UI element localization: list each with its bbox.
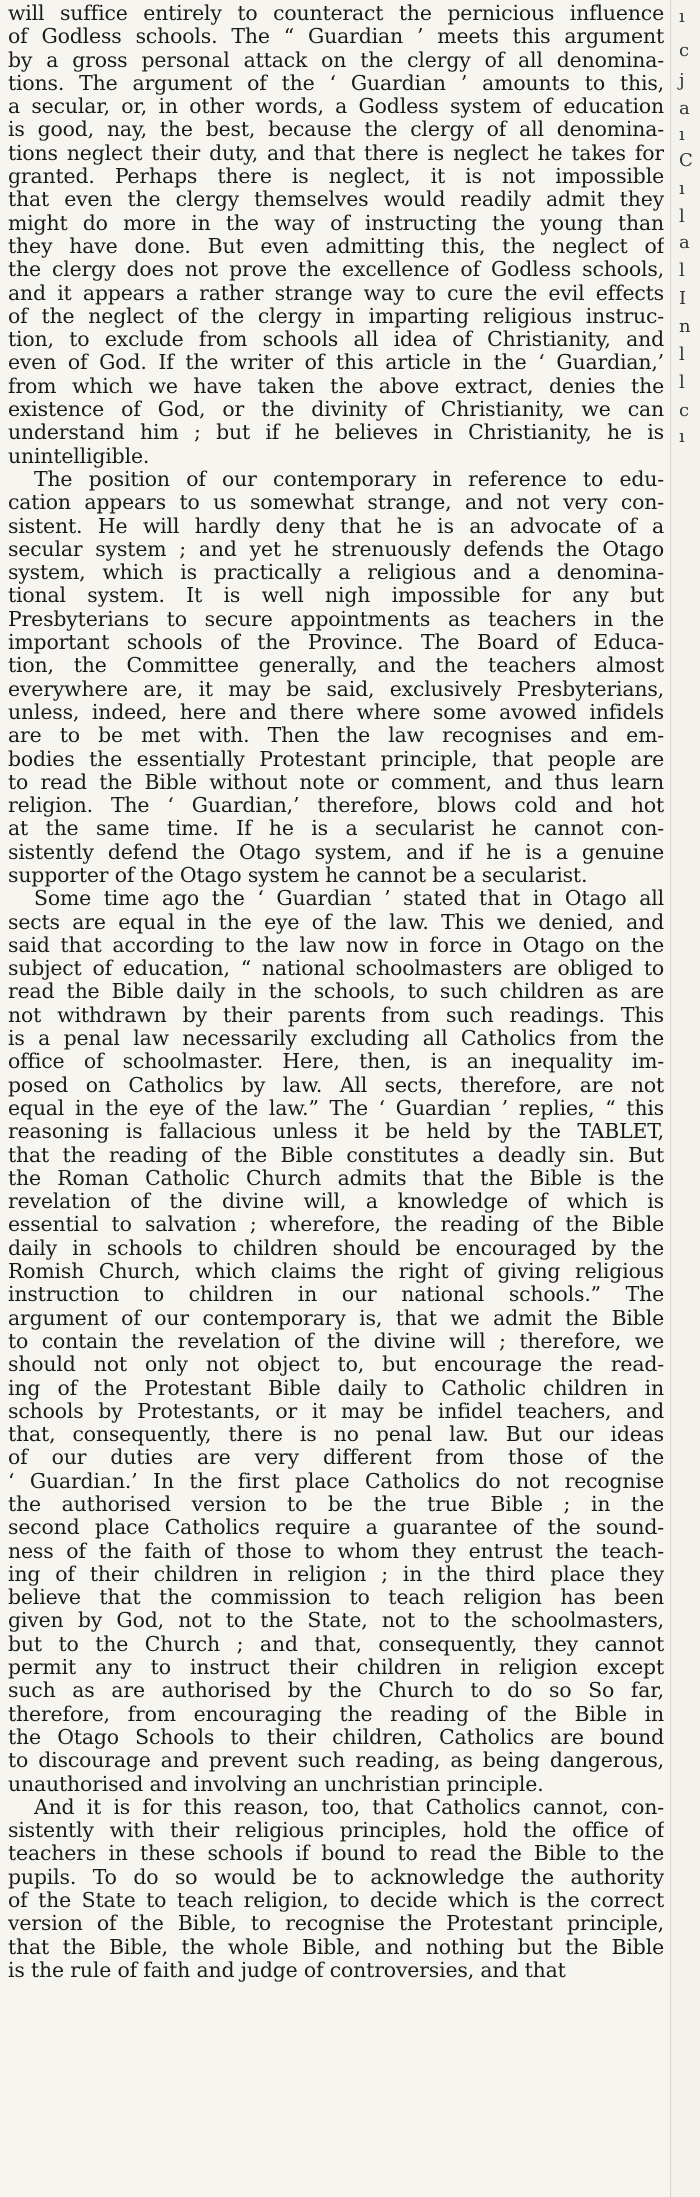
text-line: tions neglect their duty, and that there is neglect he takes for	[8, 141, 664, 165]
text-line: of the State to teach religion, to decide which is the correct	[8, 1889, 664, 1913]
text-line: sistently defend the Otago system, and if he is a genuine	[8, 840, 664, 864]
text-line: daily in schools to children should be encouraged by the	[8, 1236, 664, 1260]
text-line: ‘ Guardian.’ In the first place Catholics do not recognise	[8, 1469, 664, 1493]
text-line: tional system. It is well nigh impossible for any but	[8, 584, 664, 608]
text-line: read the Bible daily in the schools, to such children as are	[8, 980, 664, 1004]
text-line: cation appears to us somewhat strange, and not very con-	[8, 491, 664, 515]
text-line: understand him ; but if he believes in Christianity, he is	[8, 421, 664, 445]
article-paragraph	[8, 887, 664, 1796]
edge-glyph: c	[679, 40, 690, 61]
edge-glyph: I	[679, 288, 687, 309]
text-line: Romish Church, which claims the right of giving religious	[8, 1260, 664, 1284]
text-line: Presbyterians to secure appointments as teachers in the	[8, 607, 664, 631]
text-line: to read the Bible without note or comment, and thus learn	[8, 770, 664, 794]
text-line: second place Catholics require a guarantee of the sound-	[8, 1516, 664, 1540]
adjacent-column-edge	[670, 0, 700, 2197]
text-line: version of the Bible, to recognise the Protestant principle,	[8, 1912, 664, 1936]
text-line: the Otago Schools to their children, Catholics are bound	[8, 1725, 664, 1749]
text-line: And it is for this reason, too, that Catholics cannot, con-	[34, 1795, 664, 1819]
edge-glyph: a	[679, 98, 690, 119]
text-line: tion, to exclude from schools all idea of Christianity, and	[8, 328, 664, 352]
text-line: not withdrawn by their parents from such readings. This	[8, 1003, 664, 1027]
text-line: argument of our contemporary is, that we admit the Bible	[8, 1306, 664, 1330]
edge-glyph: ı	[679, 6, 685, 27]
text-line: from which we have taken the above extract, denies the	[8, 374, 664, 398]
text-line: ing of the Protestant Bible daily to Catholic children in	[8, 1376, 664, 1400]
edge-glyph: l	[679, 344, 685, 365]
text-line: pupils. To do so would be to acknowledge the authority	[8, 1865, 664, 1889]
edge-glyph: l	[679, 372, 685, 393]
text-line: subject of education, “ national schoolmasters are obliged to	[8, 957, 664, 981]
text-line: Some time ago the ‘ Guardian ’ stated that in Otago all	[34, 887, 664, 911]
text-line: that even the clergy themselves would readily admit they	[8, 188, 664, 212]
text-line: even of God. If the writer of this article in the ‘ Guardian,’	[8, 351, 664, 375]
text-line: a secular, or, in other words, a Godless system of education	[8, 95, 664, 119]
edge-glyph: n	[679, 316, 691, 337]
text-line: instruction to children in our national schools.” The	[8, 1283, 664, 1307]
text-line: is a penal law necessarily excluding all Catholics from the	[8, 1027, 664, 1051]
edge-glyph: ı	[679, 426, 685, 447]
text-line: religion. The ‘ Guardian,’ therefore, blows cold and hot	[8, 794, 664, 818]
text-line: might do more in the way of instructing the young than	[8, 211, 664, 235]
edge-glyph: l	[679, 206, 685, 227]
text-line: ing of their children in religion ; in the third place they	[8, 1562, 664, 1586]
text-line: office of schoolmaster. Here, then, is an inequality im-	[8, 1050, 664, 1074]
text-line: of the neglect of the clergy in imparting religious instruc-	[8, 304, 664, 328]
text-line: permit any to instruct their children in religion except	[8, 1656, 664, 1680]
text-line: schools by Protestants, or it may be infidel teachers, and	[8, 1399, 664, 1423]
article-column	[8, 2, 664, 1982]
text-line: to contain the revelation of the divine will ; therefore, we	[8, 1329, 664, 1353]
edge-glyph: j	[679, 70, 685, 91]
text-line: to discourage and prevent such reading, as being dangerous,	[8, 1749, 664, 1773]
text-line: will suffice entirely to counteract the pernicious influence	[8, 2, 664, 25]
text-line: said that according to the law now in force in Otago on the	[8, 933, 664, 957]
text-line: that, consequently, there is no penal law. But our ideas	[8, 1423, 664, 1447]
edge-glyph: ı	[679, 178, 685, 199]
text-line: posed on Catholics by law. All sects, therefore, are not	[8, 1073, 664, 1097]
text-line: teachers in these schools if bound to read the Bible to the	[8, 1842, 664, 1866]
text-line: that the reading of the Bible constitutes a deadly sin. But	[8, 1143, 664, 1167]
text-line: everywhere are, it may be said, exclusively Presbyterians,	[8, 677, 664, 701]
text-line: reasoning is fallacious unless it be held by the TABLET,	[8, 1120, 664, 1144]
text-line: therefore, from encouraging the reading of the Bible in	[8, 1702, 664, 1726]
text-line: they have done. But even admitting this, the neglect of	[8, 234, 664, 258]
text-line: sects are equal in the eye of the law. This we denied, and	[8, 910, 664, 934]
text-line: existence of God, or the divinity of Christianity, we can	[8, 398, 664, 422]
edge-glyph: ı	[679, 124, 685, 145]
text-line: is good, nay, the best, because the clergy of all denomina-	[8, 118, 664, 142]
text-line: should not only not object to, but encourage the read-	[8, 1353, 664, 1377]
text-line: bodies the essentially Protestant principle, that people are	[8, 747, 664, 771]
text-line: such as are authorised by the Church to do so So far,	[8, 1679, 664, 1703]
text-line: revelation of the divine will, a knowledge of which is	[8, 1190, 664, 1214]
edge-glyph: C	[679, 150, 693, 171]
text-line: granted. Perhaps there is neglect, it is not impossible	[8, 165, 664, 189]
text-line: of Godless schools. The “ Guardian ’ meets this argument	[8, 25, 664, 49]
text-line: are to be met with. Then the law recognises and em-	[8, 724, 664, 748]
article-paragraph	[8, 1796, 664, 1982]
text-line: but to the Church ; and that, consequently, they cannot	[8, 1632, 664, 1656]
edge-glyph: a	[679, 232, 690, 253]
text-line: sistently with their religious principles, hold the office of	[8, 1819, 664, 1843]
text-line: at the same time. If he is a secularist he cannot con-	[8, 817, 664, 841]
text-line: equal in the eye of the law.” The ‘ Guardian ’ replies, “ this	[8, 1096, 664, 1120]
text-line: The position of our contemporary in reference to edu-	[34, 467, 664, 491]
text-line: important schools of the Province. The Board of Educa-	[8, 631, 664, 655]
edge-glyph: l	[679, 260, 685, 281]
text-line: unless, indeed, here and there where some avowed infidels	[8, 700, 664, 724]
text-line: given by God, not to the State, not to the schoolmasters,	[8, 1609, 664, 1633]
text-line: tion, the Committee generally, and the teachers almost	[8, 654, 664, 678]
text-line: tions. The argument of the ‘ Guardian ’ amounts to this,	[8, 71, 664, 95]
article-paragraph	[8, 2, 664, 468]
text-line: that the Bible, the whole Bible, and nothing but the Bible	[8, 1935, 664, 1959]
text-line: unintelligible.	[8, 444, 150, 468]
text-line: sistent. He will hardly deny that he is an advocate of a	[8, 514, 664, 538]
text-line: and it appears a rather strange way to cure the evil effects	[8, 281, 664, 305]
article-paragraph	[8, 468, 664, 887]
text-line: is the rule of faith and judge of controversies, and that	[8, 1958, 566, 1982]
text-line: believe that the commission to teach religion has been	[8, 1586, 664, 1610]
text-line: the Roman Catholic Church admits that the Bible is the	[8, 1166, 664, 1190]
text-line: of our duties are very different from those of the	[8, 1446, 664, 1470]
text-line: secular system ; and yet he strenuously defends the Otago	[8, 537, 664, 561]
text-line: ness of the faith of those to whom they entrust the teach-	[8, 1539, 664, 1563]
text-line: by a gross personal attack on the clergy of all denomina-	[8, 48, 664, 72]
text-line: the clergy does not prove the excellence of Godless schools,	[8, 258, 664, 282]
text-line: essential to salvation ; wherefore, the reading of the Bible	[8, 1213, 664, 1237]
text-line: system, which is practically a religious and a denomina-	[8, 561, 664, 585]
text-line: unauthorised and involving an unchristian principle.	[8, 1772, 544, 1796]
text-line: supporter of the Otago system he cannot be a secularist.	[8, 863, 588, 887]
text-line: the authorised version to be the true Bible ; in the	[8, 1493, 664, 1516]
edge-glyph: c	[679, 400, 690, 421]
